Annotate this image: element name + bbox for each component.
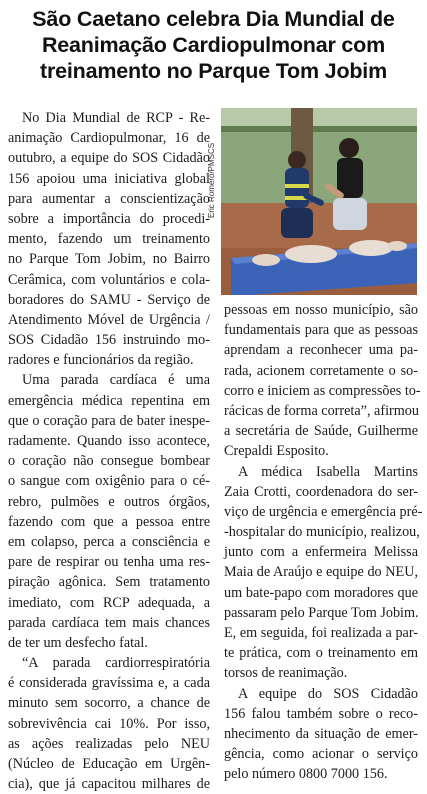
text-line: que o coração para de bater inespe- <box>8 412 210 429</box>
text-line: o coração não consegue bombear <box>8 453 210 470</box>
photo-credit: Eric Romero/PMSCS <box>207 142 216 218</box>
text-line: fazendo com que a pessoa entre <box>8 513 210 530</box>
paragraph-start: A médica Isabella Martins <box>238 463 418 480</box>
cpr-training-photo <box>221 108 417 295</box>
text-line: um bate-papo com moradores que <box>224 584 418 601</box>
headline-line: treinamento no Parque Tom Jobim <box>40 59 387 83</box>
text-line: sobre a importância do procedi- <box>8 210 210 227</box>
text-line: torsos de reanimação. <box>224 665 348 682</box>
text-line: (Núcleo de Educação em Urgên- <box>8 756 210 772</box>
article-photo <box>221 108 417 295</box>
text-line: outubro, a equipe do SOS Cidadão <box>8 150 210 167</box>
text-line: passaram pelo Parque Tom Jobim. <box>224 604 419 621</box>
text-line: parada cardíaca tem mais chances <box>8 614 210 631</box>
text-line: pare de respirar ou tenha uma res- <box>8 554 210 571</box>
text-line: corro e iniciem as compressões to- <box>224 382 421 399</box>
text-line: no Parque Tom Jobim, no Bairro <box>8 251 210 268</box>
text-line: emergência médica repentina em <box>8 392 210 409</box>
headline <box>0 6 427 84</box>
text-line: gência, como acionar o serviço <box>224 746 418 763</box>
text-line: 156 apoiou uma iniciativa global <box>8 170 210 187</box>
left-column-text <box>8 108 210 794</box>
text-line: Atendimento Móvel de Urgência / <box>8 311 210 328</box>
text-line: piração agônica. Sem tratamento <box>8 574 210 591</box>
paragraph-start: Uma parada cardíaca é uma <box>22 372 210 389</box>
text-line: SOS Cidadão 156 instruindo mo- <box>8 332 210 349</box>
text-line: de ter um desfecho fatal. <box>8 634 148 651</box>
text-line: pelo número 0800 7000 156. <box>224 766 388 783</box>
text-line: fundamentais para que as pessoas <box>224 322 418 339</box>
text-line: mento, fazendo um treinamento <box>8 231 210 248</box>
text-line: Zaia Crotti, coordenadora do ser- <box>224 483 418 500</box>
text-line: a secretária de Saúde, Guilherme <box>224 423 418 440</box>
text-line: viço de urgência e emergência pré- <box>224 503 423 520</box>
text-line: rada, acionem corretamente o so- <box>224 362 418 379</box>
paragraph-start: “A parada cardiorrespiratória <box>22 655 210 672</box>
text-line: para aumentar a conscientização <box>8 190 210 207</box>
text-line: 156 falou também sobre o reco- <box>224 705 418 722</box>
text-line: sobrevivência cai 10%. Por isso, <box>8 715 210 732</box>
text-line: cia), que já capacitou milhares de <box>8 776 210 793</box>
text-line: Cerâmica, com voluntários e cola- <box>8 271 210 288</box>
text-line: aprendam a reconhecer uma pa- <box>224 342 418 359</box>
text-line: minuto sem socorro, a chance de <box>8 695 210 712</box>
text-line: E, em seguida, foi realizada a par- <box>224 625 418 641</box>
right-column-text <box>224 300 423 785</box>
headline-line: São Caetano celebra Dia Mundial de <box>32 7 395 31</box>
text-line: -hospitalar do município, realizou, <box>224 524 420 541</box>
text-line: em colapso, perca a consciência e <box>8 533 210 550</box>
paragraph-start: No Dia Mundial de RCP - Re- <box>22 110 210 126</box>
text-line: radores e funcionários da região. <box>8 352 194 369</box>
text-line: Maia de Araújo e equipe do NEU, <box>224 564 418 581</box>
text-line: rácicas de forma correta”, afirmou <box>224 402 419 419</box>
text-line: nhecimento da situação de emer- <box>224 725 418 742</box>
text-line: te prática, com o treinamento em <box>224 645 418 662</box>
text-line: junto com a enfermeira Melissa <box>224 544 418 561</box>
text-line: pessoas em nosso município, são <box>224 302 418 318</box>
text-line: animação Cardiopulmonar, 16 de <box>8 130 210 147</box>
text-line: Crepaldi Esposito. <box>224 443 329 460</box>
text-line: o sangue com oxigênio para o cé- <box>8 473 210 490</box>
text-line: imediato, com RCP adequada, a <box>8 594 210 611</box>
text-line: é considerada gravíssima e, a cada <box>8 675 210 692</box>
text-line: as ações realizadas pelo NEU <box>8 735 210 752</box>
text-line: boradores do SAMU - Serviço de <box>8 291 210 308</box>
headline-line: Reanimação Cardiopulmonar com <box>41 33 386 57</box>
paragraph-start: A equipe do SOS Cidadão <box>238 685 418 702</box>
text-line: rebro, pulmões e outros órgãos, <box>8 493 210 510</box>
text-line: radamente. Quando isso acontece, <box>8 433 210 449</box>
